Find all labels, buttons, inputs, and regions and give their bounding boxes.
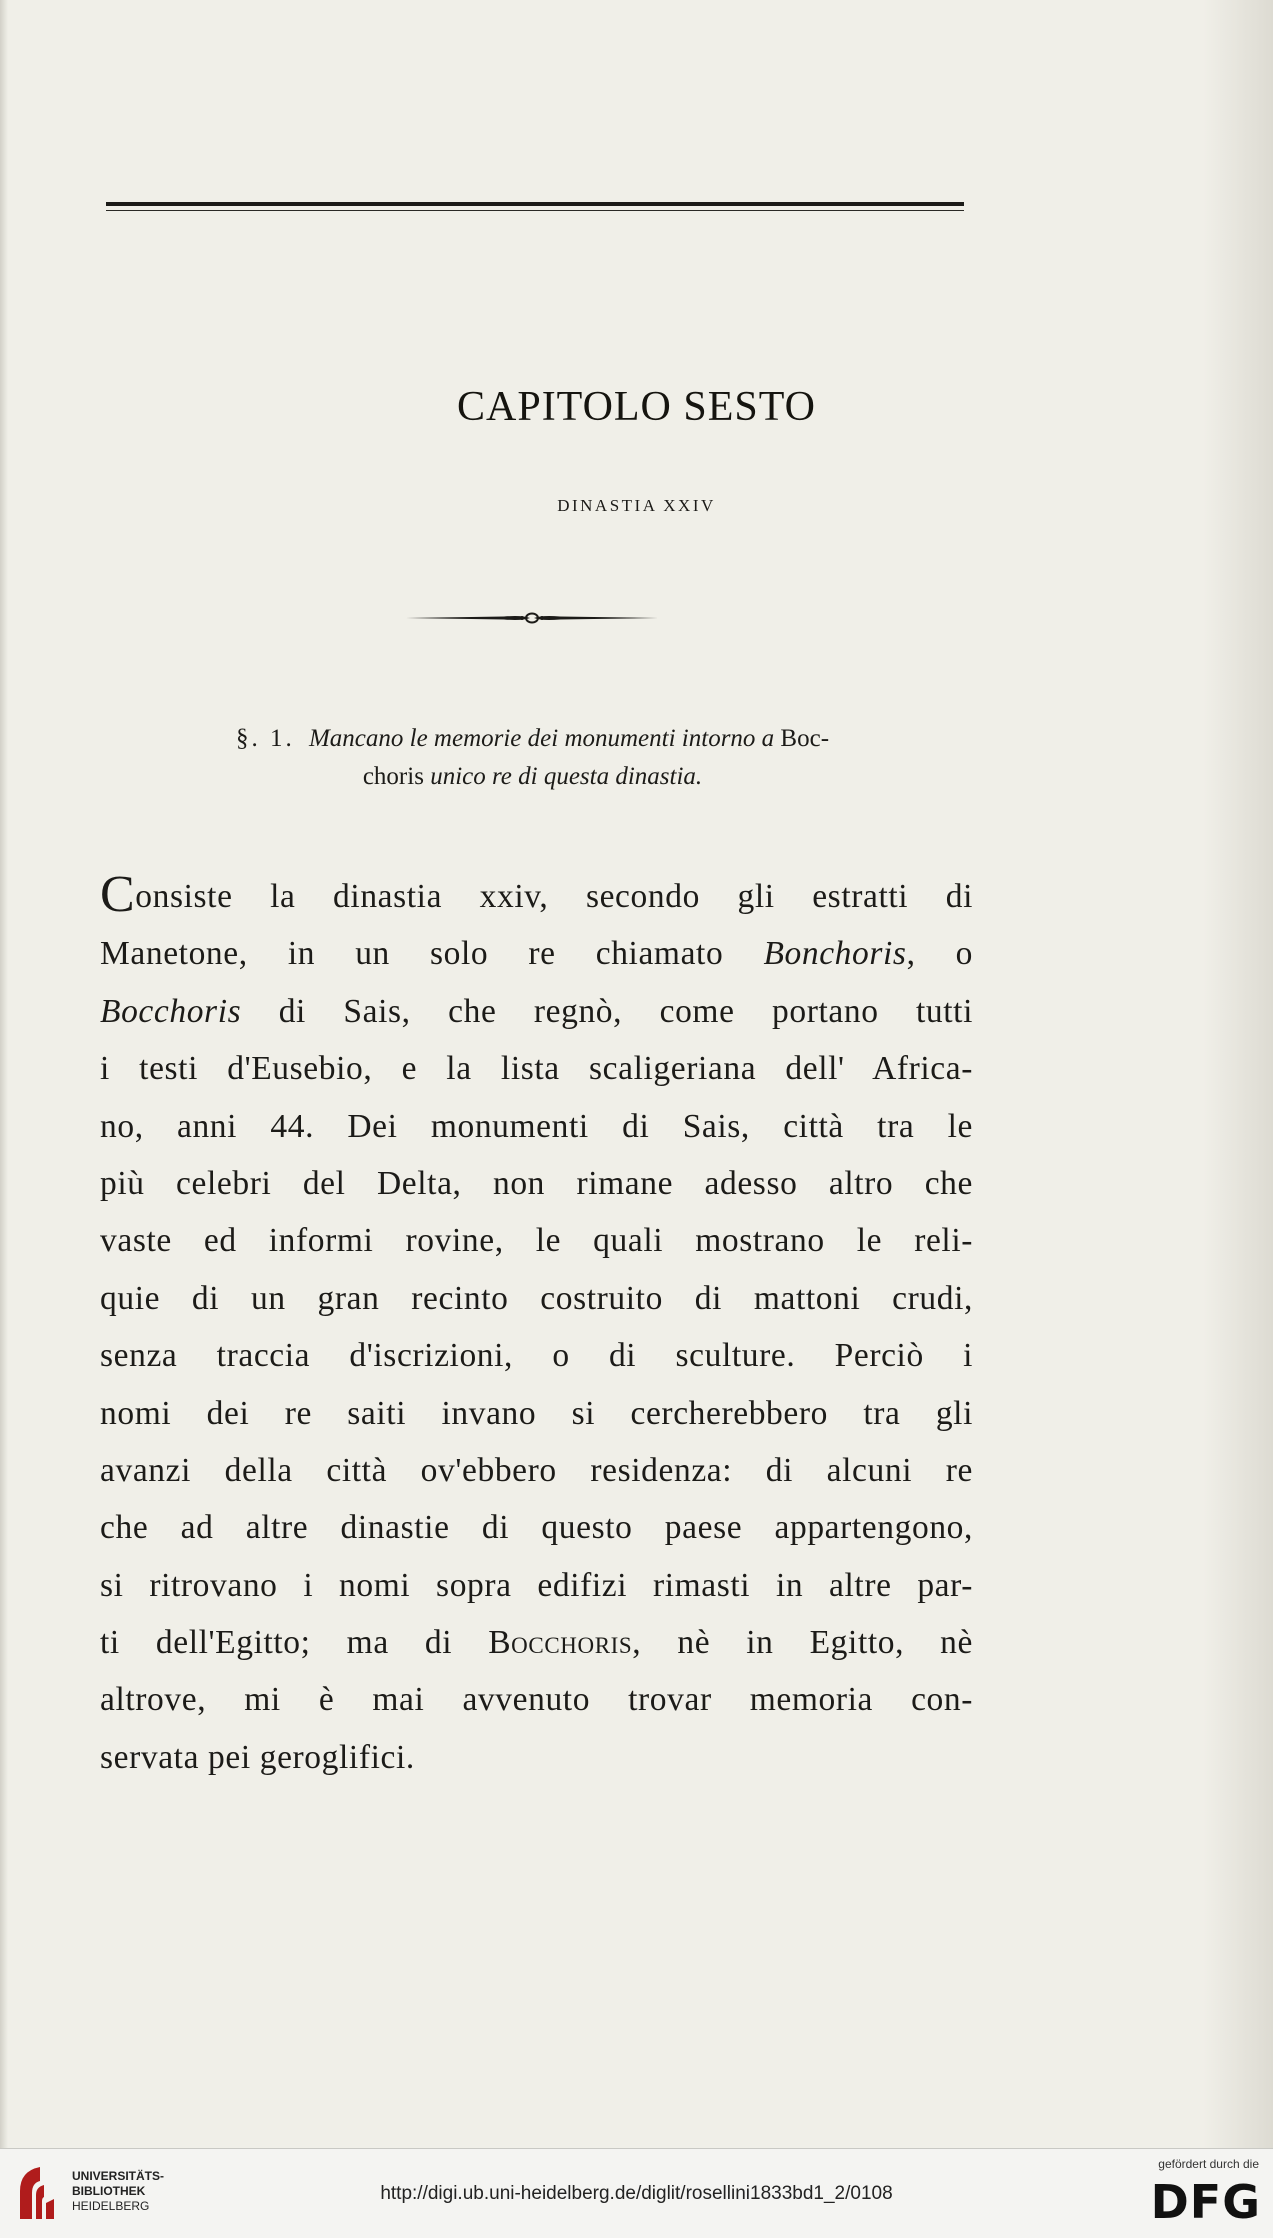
text-line: avanzi della città ov'ebbero residenza: di alcuni re: [100, 1451, 973, 1489]
permalink-url[interactable]: http://digi.ub.uni-heidelberg.de/diglit/rosellini1833bd1_2/0108: [380, 2183, 893, 2204]
text-line: nomi dei re saiti invano si cercherebbero tra gli: [100, 1394, 973, 1432]
section-title-roman-2: choris: [362, 763, 424, 790]
funded-by-label: gefördert durch die: [1158, 2157, 1259, 2171]
small-caps-name: Bocchoris: [488, 1624, 633, 1662]
text-run: , nè in Egitto, nè: [632, 1624, 973, 1662]
text-run: di Sais, che regnò, come portano tutti: [241, 992, 973, 1030]
viewer-footer: [0, 2148, 1273, 2238]
ornamental-divider: [404, 606, 660, 630]
text-line: [100, 983, 973, 1040]
section-heading-line-2: [110, 758, 955, 796]
body-paragraph: [100, 868, 973, 1786]
text-run: ti dell'Egitto; ma di: [100, 1624, 453, 1662]
section-title-italic-2: unico re di questa dinastia.: [430, 763, 703, 790]
section-title-italic: Mancano le memorie dei monumenti intorno a: [308, 725, 775, 752]
section-title-roman: Boc-: [780, 725, 830, 752]
section-number: §. 1.: [235, 725, 295, 752]
page-gutter-shadow: [1203, 0, 1273, 2148]
text-run: Manetone, in un solo re chiamato: [100, 935, 724, 973]
text-line: si ritrovano i nomi sopra edifizi rimasti in altre par-: [100, 1566, 973, 1604]
text-line: no, anni 44. Dei monumenti di Sais, città tra le: [100, 1107, 973, 1145]
text-line: quie di un gran recinto costruito di mattoni crudi,: [100, 1279, 973, 1317]
italic-name: Bocchoris: [100, 992, 242, 1030]
header-thin-rule: [106, 210, 964, 211]
page-edge-shadow: [0, 0, 8, 2148]
library-name-line-3: HEIDELBERG: [72, 2199, 150, 2213]
text-line: [100, 925, 973, 982]
initial-letter: C: [100, 866, 136, 923]
text-line: servata pei geroglifici.: [100, 1738, 415, 1776]
text-line: vaste ed informi rovine, le quali mostrano le reli-: [100, 1222, 973, 1260]
header-double-rule: [106, 202, 964, 214]
text-run: , o: [906, 935, 974, 973]
text-line: che ad altre dinastie di questo paese appartengono,: [100, 1509, 973, 1547]
library-name-line-2: BIBLIOTHEK: [72, 2184, 146, 2198]
text-line: più celebri del Delta, non rimane adesso altro che: [100, 1164, 973, 1202]
text-line: [100, 868, 973, 925]
text-run: onsiste la dinastia xxiv, secondo gli estratti di: [135, 878, 973, 915]
section-heading: [110, 720, 955, 796]
text-line: senza traccia d'iscrizioni, o di sculture. Perciò i: [100, 1337, 973, 1375]
italic-name: Bonchoris: [763, 935, 907, 973]
dynasty-heading: DINASTIA XXIV: [557, 496, 716, 515]
header-thick-rule: [106, 202, 964, 206]
text-line: [100, 1614, 973, 1671]
text-line: i testi d'Eusebio, e la lista scaligeriana dell' Africa-: [100, 1050, 973, 1088]
text-line: altrove, mi è mai avvenuto trovar memoria con-: [100, 1681, 973, 1719]
section-heading-line-1: [110, 720, 955, 758]
library-name-line-1: UNIVERSITÄTS-: [72, 2169, 165, 2183]
dfg-logo[interactable]: DFG: [1150, 2175, 1261, 2229]
chapter-title: CAPITOLO SESTO: [456, 384, 816, 430]
